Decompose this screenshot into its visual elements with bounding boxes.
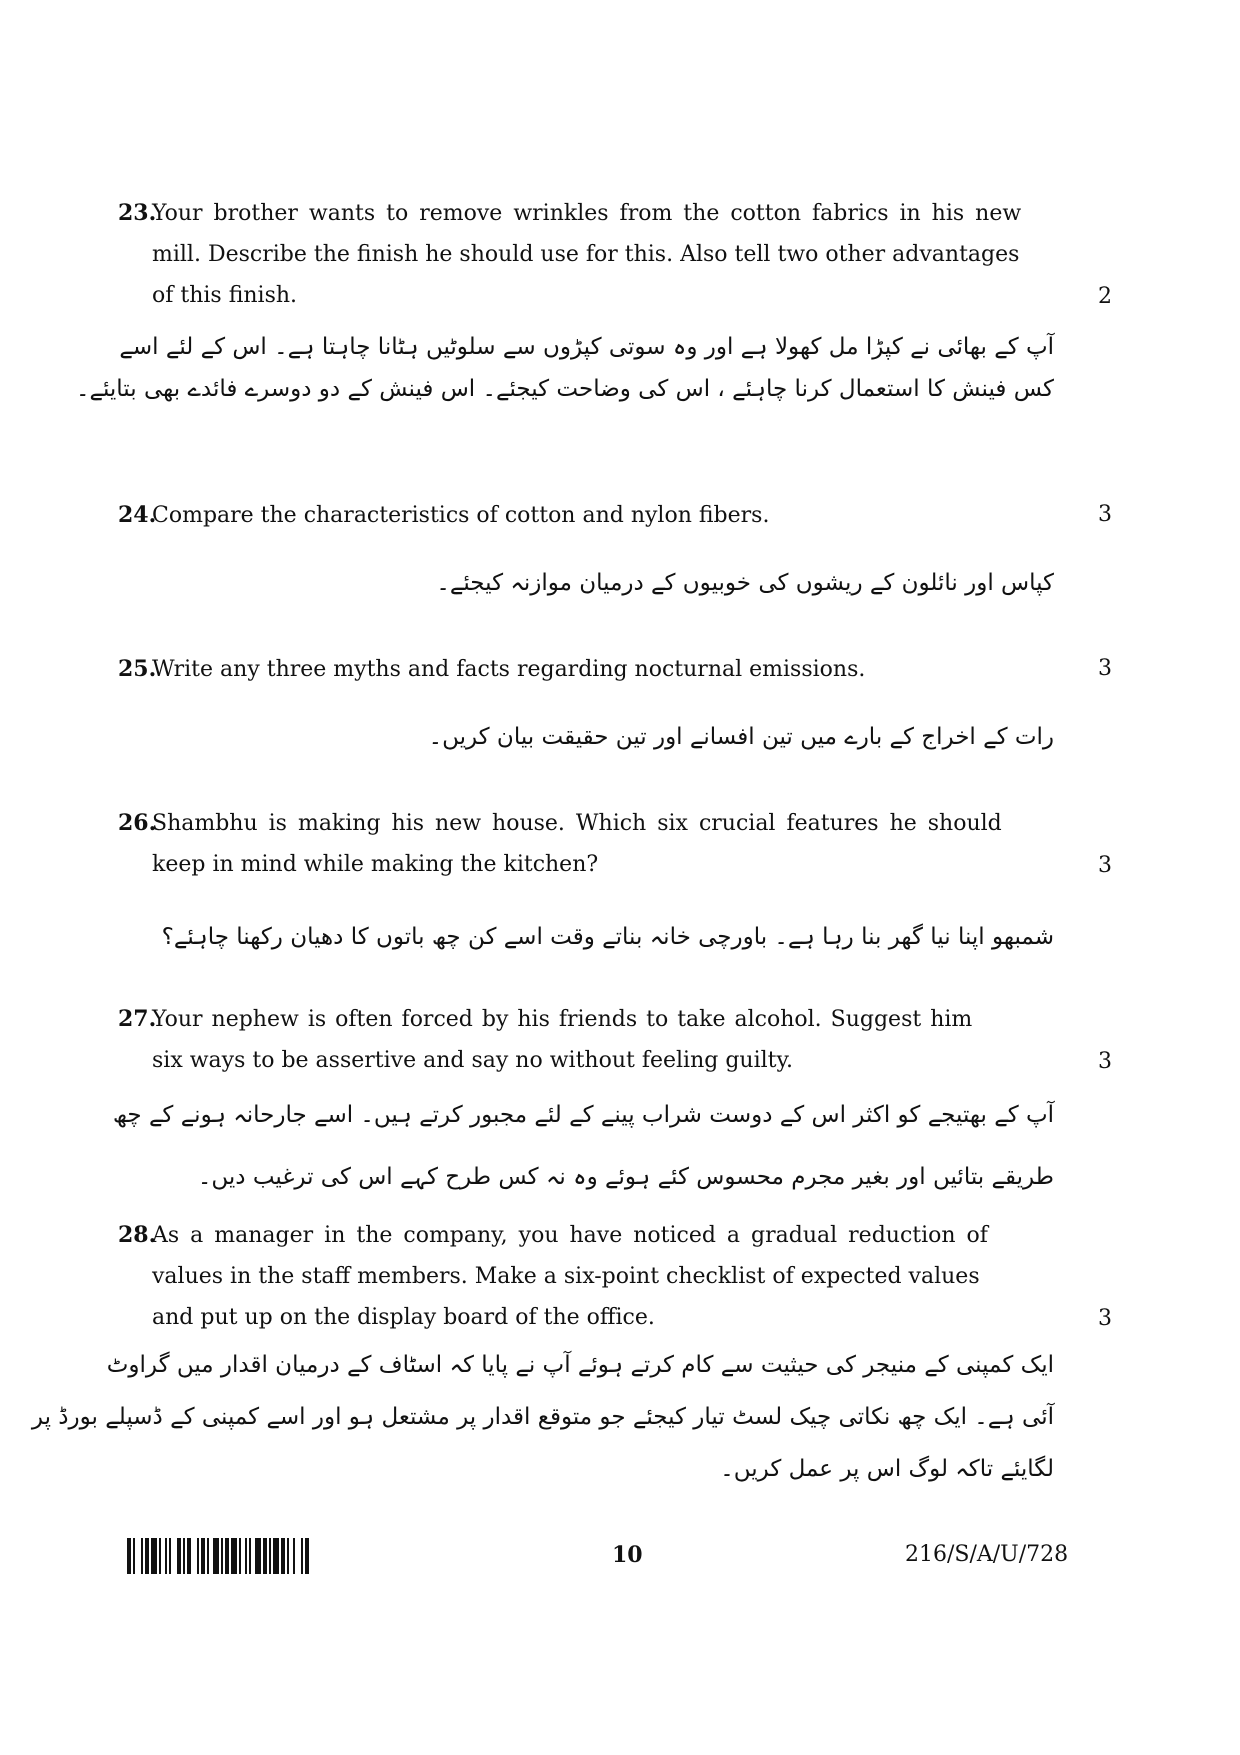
question-text-line: Shambhu is making his new house. Which six crucial features he should bbox=[152, 811, 1002, 836]
question-27-urdu-line: آپ کے بھتیجے کو اکثر اس کے دوست شراب پینے کے لئے مجبور کرتے ہیں۔ اسے جارحانہ ہونے کے چھ bbox=[112, 1102, 1054, 1128]
question-28-urdu-line: آئی ہے۔ ایک چھ نکاتی چیک لسٹ تیار کیجئے جو متوقع اقدار پر مشتعل ہو اور اسے کمپنی کے ڈسپلے بورڈ پر bbox=[31, 1404, 1054, 1430]
question-number: 26. bbox=[118, 810, 157, 836]
marks: 3 bbox=[1098, 1306, 1112, 1331]
barcode-icon bbox=[127, 1538, 427, 1574]
question-text-line: and put up on the display board of the office. bbox=[152, 1305, 655, 1330]
question-text-line: of this finish. bbox=[152, 283, 298, 308]
question-23-urdu-line: کس فینش کا استعمال کرنا چاہئے ، اس کی وضاحت کیجئے۔ اس فینش کے دو دوسرے فائدے بھی بتایئے۔ bbox=[76, 376, 1054, 402]
question-26-urdu-line: شمبھو اپنا نیا گھر بنا رہا ہے۔ باورچی خانہ بناتے وقت اسے کن چھ باتوں کا دھیان رکھنا چاہئے؟ bbox=[161, 924, 1054, 950]
question-text-line: mill. Describe the finish he should use for this. Also tell two other advantages bbox=[152, 242, 1020, 267]
page-number: 10 bbox=[612, 1542, 643, 1568]
question-text-line: As a manager in the company, you have noticed a gradual reduction of bbox=[152, 1223, 988, 1248]
question-28-urdu-line: لگایئے تاکہ لوگ اس پر عمل کریں۔ bbox=[720, 1456, 1054, 1482]
paper-code: 216/S/A/U/728 bbox=[905, 1542, 1069, 1567]
question-25-urdu-line: رات کے اخراج کے بارے میں تین افسانے اور تین حقیقت بیان کریں۔ bbox=[428, 724, 1054, 750]
question-text-line: Your brother wants to remove wrinkles from the cotton fabrics in his new bbox=[152, 201, 1022, 226]
question-text-line: Write any three myths and facts regarding nocturnal emissions. bbox=[152, 657, 866, 682]
marks: 3 bbox=[1098, 502, 1112, 527]
question-text-line: values in the staff members. Make a six-point checklist of expected values bbox=[152, 1264, 980, 1289]
marks: 3 bbox=[1098, 656, 1112, 681]
question-text-line: Compare the characteristics of cotton and nylon fibers. bbox=[152, 503, 770, 528]
question-28-urdu-line: ایک کمپنی کے منیجر کی حیثیت سے کام کرتے ہوئے آپ نے پایا کہ اسٹاف کے درمیان اقدار میں گراوٹ bbox=[106, 1352, 1054, 1378]
marks: 2 bbox=[1098, 284, 1112, 309]
question-number: 27. bbox=[118, 1006, 157, 1032]
question-23-urdu-line: آپ کے بھائی نے کپڑا مل کھولا ہے اور وہ سوتی کپڑوں سے سلوٹیں ہٹانا چاہتا ہے۔ اس کے لئے اسے bbox=[119, 334, 1054, 360]
question-text-line: keep in mind while making the kitchen? bbox=[152, 852, 599, 877]
marks: 3 bbox=[1098, 1049, 1112, 1074]
question-number: 25. bbox=[118, 656, 157, 682]
question-text-line: Your nephew is often forced by his friends to take alcohol. Suggest him bbox=[152, 1007, 973, 1032]
question-number: 24. bbox=[118, 502, 157, 528]
question-number: 23. bbox=[118, 200, 157, 226]
question-text-line: six ways to be assertive and say no without feeling guilty. bbox=[152, 1048, 793, 1073]
question-number: 28. bbox=[118, 1222, 157, 1248]
question-27-urdu-line: طریقے بتائیں اور بغیر مجرم محسوس کئے ہوئے وہ نہ کس طرح کہے اس کی ترغیب دیں۔ bbox=[197, 1164, 1054, 1190]
question-24-urdu-line: کپاس اور نائلون کے ریشوں کی خوبیوں کے درمیان موازنہ کیجئے۔ bbox=[436, 570, 1054, 596]
marks: 3 bbox=[1098, 853, 1112, 878]
